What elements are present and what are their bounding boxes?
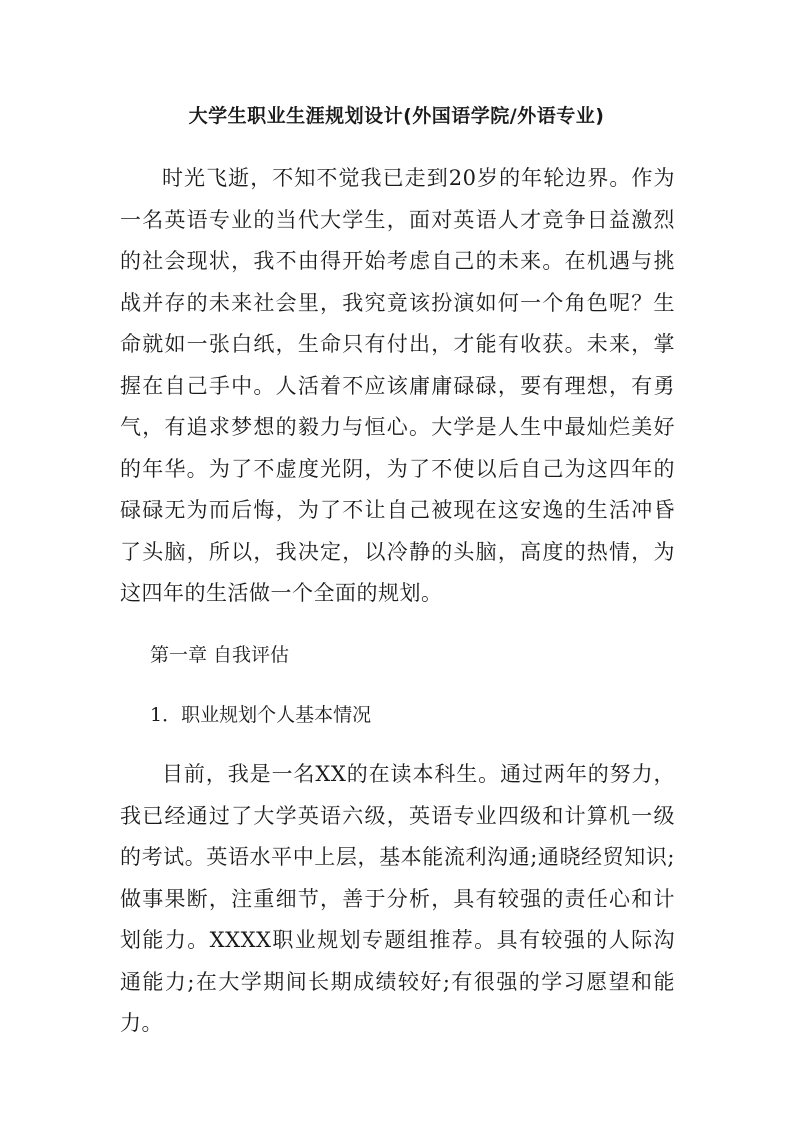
document-title: 大学生职业生涯规划设计(外国语学院/外语专业) [188, 105, 605, 127]
chapter-heading: 第一章 自我评估 [150, 644, 290, 666]
section-heading: 1．职业规划个人基本情况 [150, 704, 372, 726]
section-paragraph: 目前，我是一名XX的在读本科生。通过两年的努力，我已经通过了大学英语六级，英语专业四级和计算机一级的考试。英语水平中上层，基本能流利沟通;通晓经贸知识;做事果断，注重细节，善于分析，具有较强的责任心和计划能力。XXXX职业规划专题组推荐。具有较强的人际沟通能力;在大学期间长期成绩较好;有很强的学习愿望和能力。 [120, 762, 675, 1035]
intro-paragraph: 时光飞逝，不知不觉我已走到20岁的年轮边界。作为一名英语专业的当代大学生，面对英语人才竞争日益激烈的社会现状，我不由得开始考虑自己的未来。在机遇与挑战并存的未来社会里，我究竟该扮演如何一个角色呢？生命就如一张白纸，生命只有付出，才能有收获。未来，掌握在自己手中。人活着不应该庸庸碌碌，要有理想，有勇气，有追求梦想的毅力与恒心。大学是人生中最灿烂美好的年华。为了不虚度光阴，为了不使以后自己为这四年的碌碌无为而后悔，为了不让自己被现在这安逸的生活冲昏了头脑，所以，我决定，以冷静的头脑，高度的热情，为这四年的生活做一个全面的规划。 [120, 166, 675, 605]
